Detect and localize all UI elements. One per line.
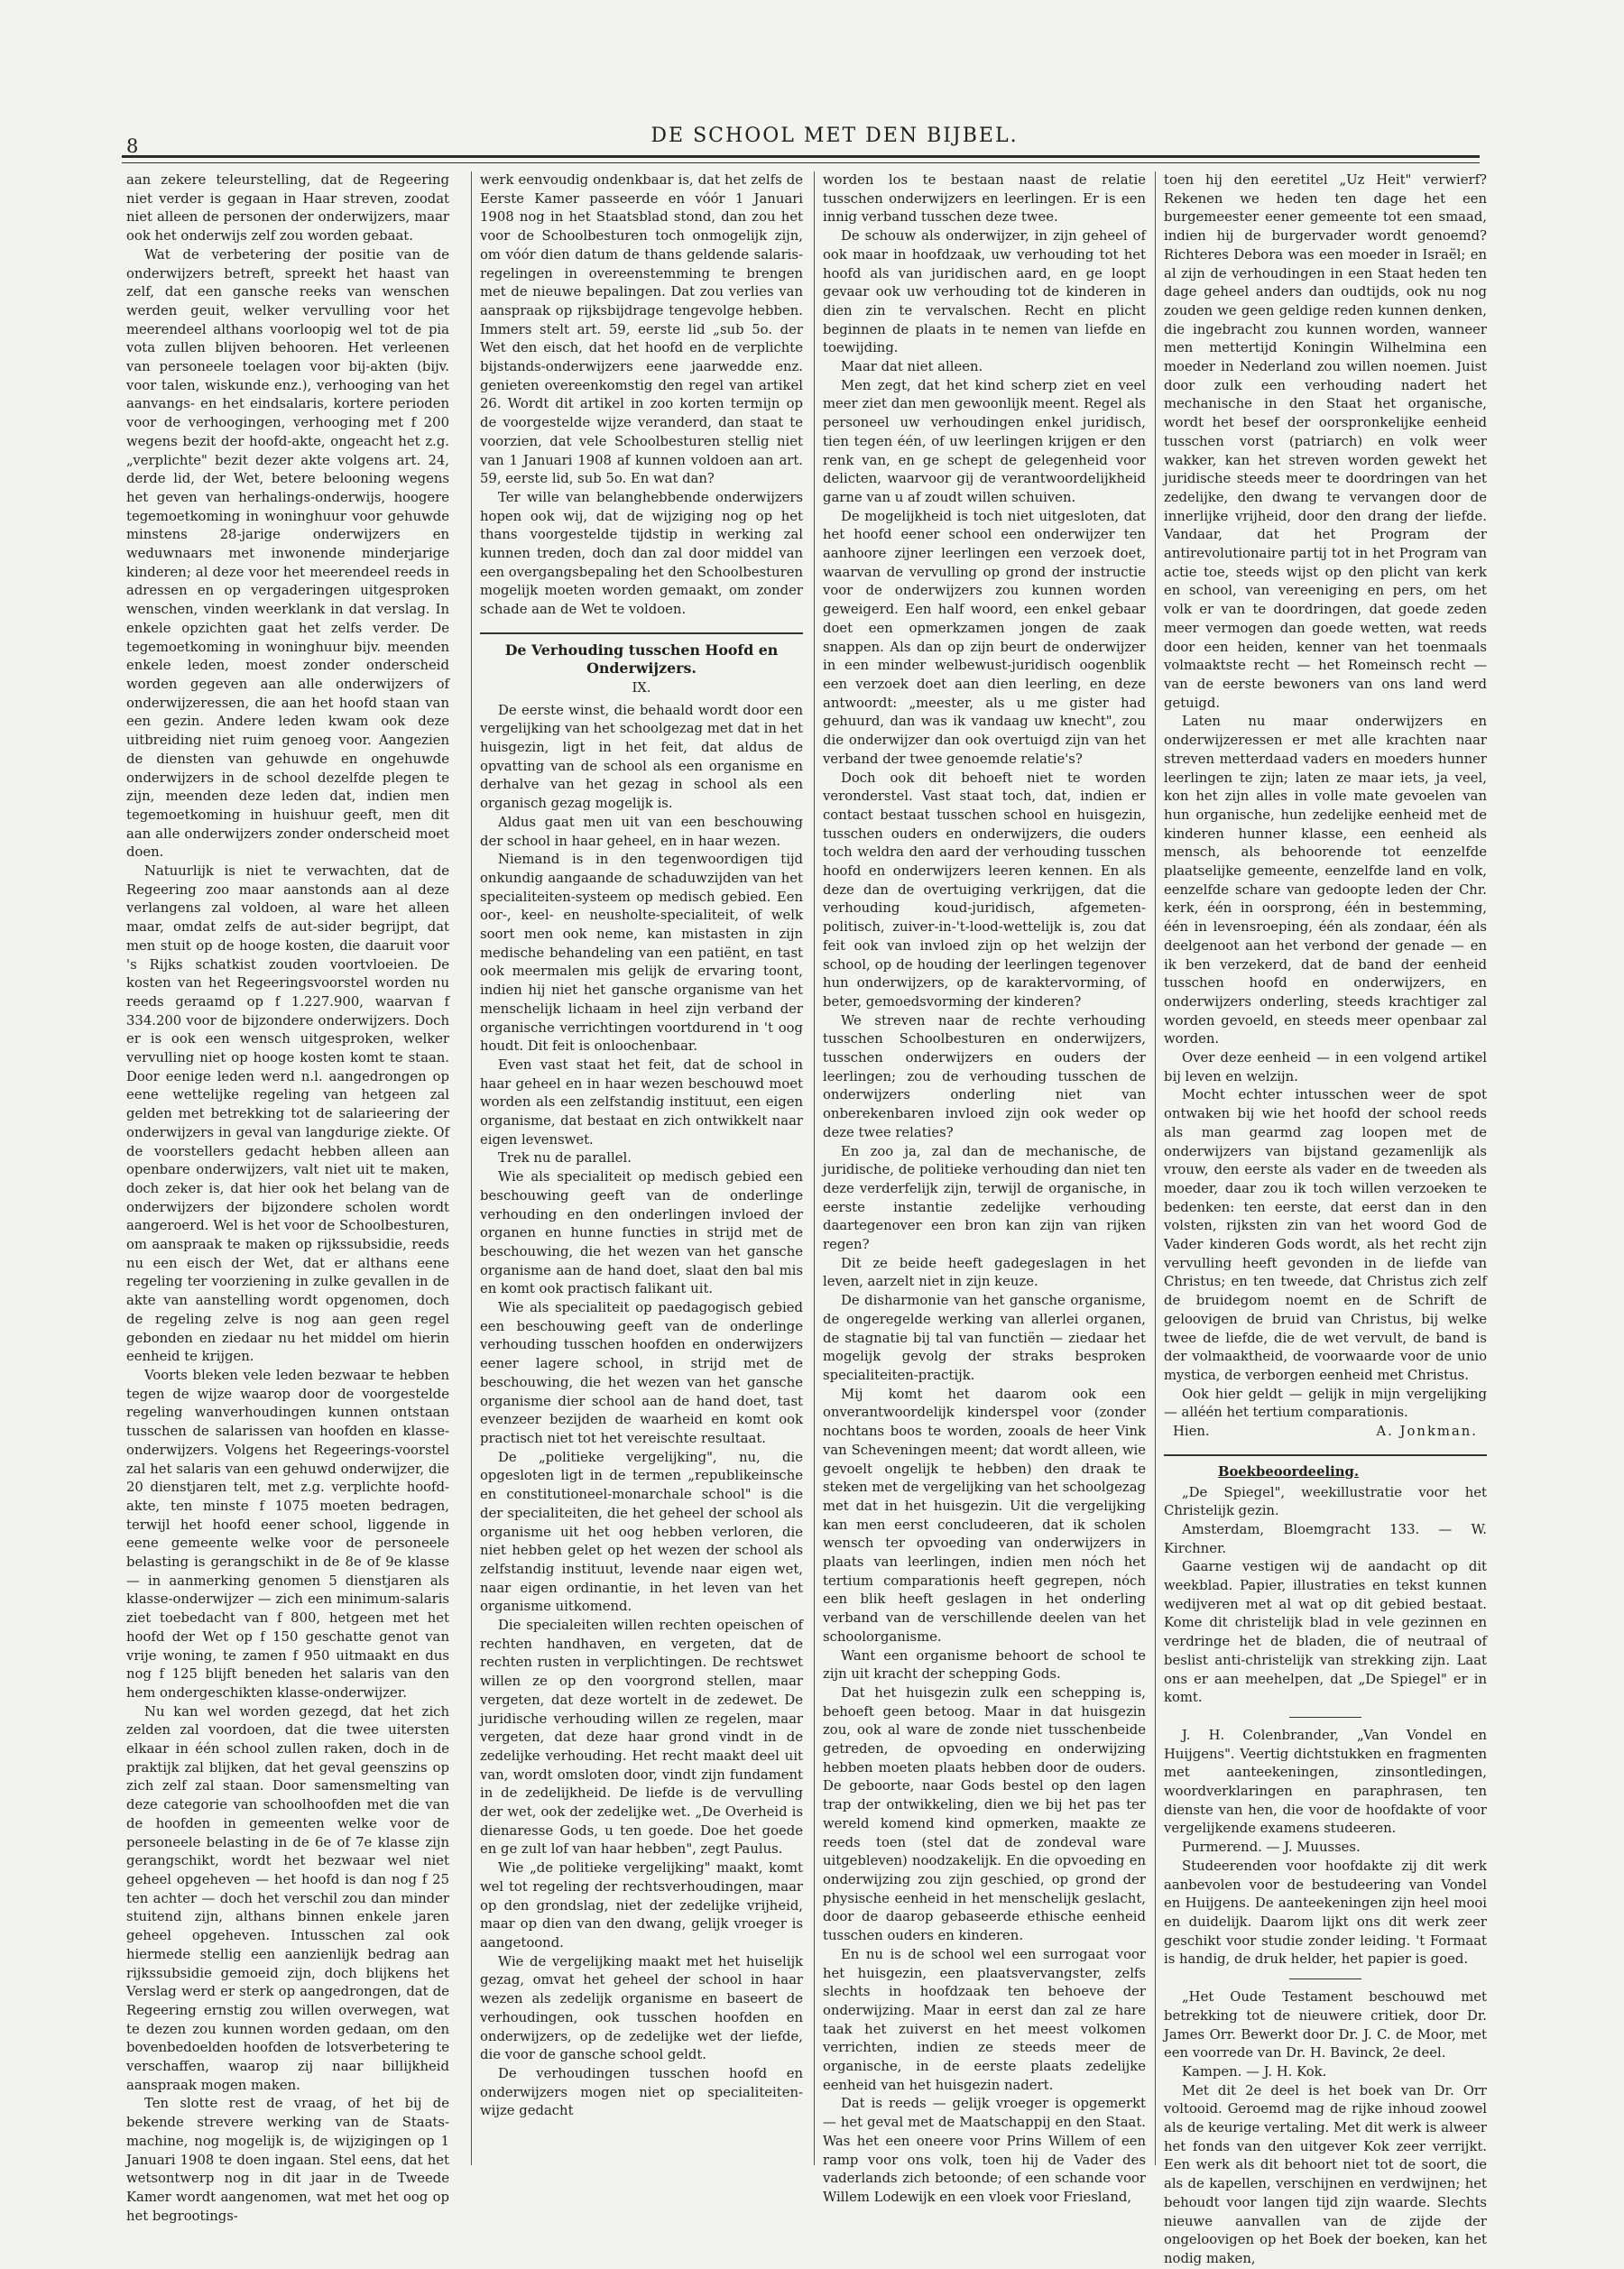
paragraph: Even vast staat het feit, dat de school in haar geheel en in haar wezen beschouwd moet worden als een zelfstandig instituut, een eigen organisme, dat bestaat en zich ontwikkelt naar eigen levenswet. (480, 1056, 803, 1148)
short-divider (1289, 1717, 1361, 1718)
column-2 (480, 171, 803, 2161)
paragraph: Natuurlijk is niet te verwachten, dat de Regeering zoo maar aanstonds aan al deze verlangens zal voldoen, al ware het alleen maar, omdat zelfs de aut-sider begrijpt, dat men stuit op de hooge kosten, die daaruit voor 's Rijks schatkist zouden voortvloeien. De kosten van het Regeeringsvoorstel worden nu reeds geraamd op f 1.227.900, waarvan f 334.200 voor de bijzondere onderwijzers. Doch er is ook een wensch uitgesproken, welker vervulling niet op hooge kosten komt te staan. Door eenige leden werd n.l. aangedrongen op eene wettelijke regeling van hetgeen zal gelden met betrekking tot de salarieering der onderwijzers in geval van langdurige ziekte. Of de voorstellers gedacht hebben alleen aan openbare onderwijzers, valt niet uit te maken, doch zeker is, dat hier ook het belang van de onderwijzers der bijzondere scholen wordt aangeroerd. Wel is het voor de Schoolbesturen, om aanspraak te maken op rijkssubsidie, reeds nu een eisch der Wet, dat er althans eene regeling ter voorziening in zulke gevallen in de akte van aanstelling wordt opgenomen, doch de regeling zelve is nog aan geen regel gebonden en ziedaar nu het middel om hierin eenheid te krijgen. (126, 863, 449, 1365)
paragraph: werk eenvoudig ondenkbaar is, dat het zelfs de Eerste Kamer passeerde en vóór 1 Januari 1908 nog in het Staatsblad stond, dan zou het voor de Schoolbesturen toch onmogelijk zijn, om vóór dien datum de thans geldende salaris-regelingen in overeenstemming te brengen met de nieuwe bepalingen. Dat zou verlies van aanspraak op rijksbijdrage tengevolge hebben. Immers stelt art. 59, eerste lid „sub 5o. der Wet den eisch, dat het hoofd en de verplichte bijstands-onderwijzers eene jaarwedde enz. genieten overeenkomstig den regel van artikel 26. Wordt dit artikel in zoo korten termijn op de voorgestelde wijze veranderd, dan staat te voorzien, dat vele Schoolbesturen stellig niet van 1 Januari 1908 af kunnen voldoen aan art. 59, eerste lid, sub 5o. En wat dan? (480, 172, 803, 487)
paragraph: Ook hier geldt — gelijk in mijn vergelijking — alléén het tertium comparationis. (1164, 1386, 1487, 1421)
review-publisher: Amsterdam, Bloemgracht 133. — W. Kirchner. (1164, 1521, 1487, 1556)
paragraph: Aldus gaat men uit van een beschouwing der school in haar geheel, en in haar wezen. (480, 814, 803, 849)
paragraph: Mocht echter intusschen weer de spot ontwaken bij wie het hoofd der school reeds als man gearmd zag loopen met de onderwijzers van bijstand gezamenlijk als vrouw, den eerste als vader en de tweeden als moeder, daar zou ik toch willen verzoeken te bedenken: ten eerste, dat eerst dan in den volsten, rijksten zin van het woord God de Vader kinderen Gods wordt, als het recht zijn vervulling heeft gevonden in de liefde van Christus; en ten tweede, dat Christus zich zelf de bruidegom noemt en de Schrift de geloovigen de bruid van Christus, bij welke twee de liefde, die de wet vervult, de band is der volmaaktheid, de voorwaarde voor de unio mystica, de verborgen eenheid met Christus. (1164, 1087, 1487, 1383)
paragraph: Die specialeiten willen rechten opeischen of rechten handhaven, en vergeten, dat de rechten rusten in verplichtingen. De rechtswet willen ze op den voorgrond stellen, maar vergeten, dat deze wortelt in de zedewet. De juridische verhouding willen ze regelen, maar vergeten, dat deze haar grond vindt in de zedelijke verhouding. Het recht maakt deel uit van, wordt omsloten door, vindt zijn fundament in de zedelijkheid. De liefde is de vervulling der wet, ook der zedelijke wet. „De Overheid is dienaresse Gods, u ten goede. Doe het goede en ge zult lof van haar hebben", zegt Paulus. (480, 1618, 803, 1858)
article-part-number: IX. (632, 679, 651, 696)
header-rule-thick (122, 155, 1480, 158)
short-divider (1289, 1978, 1361, 1979)
paragraph: Wie de vergelijking maakt met het huiselijk gezag, omvat het geheel der school in haar wezen als zedelijk organisme en baseert de verhoudingen, ook tusschen hoofden en onderwijzers, op de zedelijke wet der liefde, die voor de gansche school geldt. (480, 1953, 803, 2063)
paragraph: Voorts bleken vele leden bezwaar te hebben tegen de wijze waarop door de voorgestelde regeling wanverhoudingen kunnen ontstaan tusschen de salarissen van hoofden en klasse-onderwijzers. Volgens het Regeerings-voorstel zal het salaris van een gehuwd onderwijzer, die 20 dienstjaren telt, met z.g. verplichte hoofd-akte, ten minste f 1075 moeten bedragen, terwijl het hoofd eener school, liggende in eene gemeente welke voor de personeele belasting is gerangschikt in de 8e of 9e klasse — in aanmerking genomen 5 dienstjaren als klasse-onderwijzer — zich een minimum-salaris ziet toebedacht van f 800, hetgeen met het hoofd der Wet op f 150 geschatte genot van vrije woning, te zamen f 950 uitmaakt en dus nog f 125 blijft beneden het salaris van den hem ondergeschikten klasse-onderwijzer. (126, 1368, 449, 1701)
review-text: Gaarne vestigen wij de aandacht op dit weekblad. Papier, illustraties en tekst kunnen wedijveren met al wat op dit gebied bestaat. Kome dit christelijk blad in vele gezinnen en verdringe het de bladen, die of neutraal of beslist anti-christelijk van strekking zijn. Laat ons er aan meehelpen, dat „De Spiegel" er in komt. (1164, 1559, 1487, 1706)
paragraph: De eerste winst, die behaald wordt door een vergelijking van het schoolgezag met dat in het huisgezin, ligt in het feit, dat aldus de opvatting van de school als een organisme en derhalve van het gezag in school als een organisch gezag mogelijk is. (480, 702, 803, 812)
paragraph: De schouw als onderwijzer, in zijn geheel of ook maar in hoofdzaak, uw verhouding tot het hoofd als van juridischen aard, en ge loopt gevaar ook uw verhouding tot de kinderen in dien zin te vervalschen. Recht en plicht beginnen de plaats in te nemen van liefde en toewijding. (823, 228, 1146, 356)
review-publisher: Kampen. — J. H. Kok. (1182, 2063, 1327, 2080)
column-1 (126, 171, 449, 2224)
paragraph: worden los te bestaan naast de relatie tusschen onderwijzers en leerlingen. Er is een innig verband tusschen deze twee. (823, 172, 1146, 226)
paragraph: Mij komt het daarom ook een onverantwoordelijk kinderspel voor (zonder nochtans boos te worden, zooals de heer Vink van Scheveningen meent; dat wordt alleen, wie gevoelt ongelijk te hebben) den draak te steken met de vergelijking van het schoolgezag met dat in het huisgezin. Uit die vergelijking kan men eerst concludeeren, dat ik scholen wensch ter opvoeding van onderwijzers in plaats van leerlingen, indien men nóch het tertium comparationis heeft gegrepen, nóch een blik heeft geslagen in het onderling verband van de verschillende deelen van het schoolorganisme. (823, 1386, 1146, 1645)
column-4 (1164, 171, 1487, 2266)
paragraph: Wat de verbetering der positie van de onderwijzers betreft, spreekt het haast van zelf, dat een gansche reeks van wenschen werden geuit, welker vervulling voor het meerendeel althans voorloopig wel tot de pia vota zullen blijven behooren. Het verleenen van personeele toelagen voor bij-akten (bijv. voor talen, wiskunde enz.), verhooging van het aanvangs- en het eindsalaris, kortere perioden voor de verhoogingen, verhooging met f 200 wegens bezit der hoofd-akte, ongeacht het z.g. „verplichte" bezit dezer akte volgens art. 24, derde lid, der Wet, betere belooning wegens het geven van herhalings-onderwijs, hoogere tegemoetkoming in woninghuur voor gehuwde minstens 28-jarige onderwijzers en weduwnaars met inwonende minderjarige kinderen; al deze voor het meerendeel reeds in adressen en op vergaderingen uitgesproken wenschen, vinden weerklank in dat verslag. In enkele opzichten gaat het zelfs verder. De tegemoetkoming in woninghuur bijv. meenden enkele leden, moest zonder onderscheid worden gegeven aan alle onderwijzers of onderwijzeressen, die aan het hoofd staan van een gezin. Andere leden kwam ook deze uitbreiding niet ruim genoeg voor. Aangezien de diensten van gehuwde en ongehuwde onderwijzers in de school dezelfde plegen te zijn, meenden deze leden dat, indien men tegemoetkoming in huishuur geeft, men dit aan alle onderwijzers zonder onderscheid moet doen. (126, 246, 449, 861)
review-entry: „De Spiegel", weekillustratie voor het Christelijk gezin. (1164, 1484, 1487, 1519)
paragraph: toen hij den eeretitel „Uz Heit" verwierf? Rekenen we heden ten dage het een burgemeester eener gemeente tot een smaad, indien hij de burgervader wordt genoemd? Richteres Debora was een moeder in Israël; en al zijn de verhoudingen in een Staat heden ten dage geheel anders dan oudtijds, ook nu nog zouden we geen geldige reden kunnen denken, die ingebracht zou kunnen worden, wanneer men mettertijd Koningin Wilhelmina een moeder in Nederland zou willen noemen. Juist door zulk een verhouding nadert het mechanische in den Staat het organische, wordt het besef der oorspronkelijke eenheid tusschen vorst (patriarch) en volk weer wakker, kan het streven worden gewekt het juridische steeds meer te doordringen van het zedelijke, den dwang te vervangen door de innerlijke vrijheid, door den drang der liefde. Vandaar, dat het Program der antirevolutionaire partij tot in het Program van actie toe, steeds wijst op den plicht van kerk en school, van vereeniging en pers, om het volk er van te doordringen, dat goede zeden meer vermogen dan goede wetten, wat reeds door een heiden, kenner van het toenmaals volmaaktste recht — het Romeinsch recht — van de eerste bewoners van ons land werd getuigd. (1164, 172, 1487, 711)
signature-place: Hien. (1173, 1424, 1210, 1440)
paragraph: Dit ze beide heeft gadegeslagen in het leven, aarzelt niet in zijn keuze. (823, 1255, 1146, 1290)
column-3 (823, 171, 1146, 2205)
paragraph: aan zekere teleurstelling, dat de Regeering niet verder is gegaan in Haar streven, zoodat niet alleen de personen der onderwijzers, maar ook het onderwijs zelf zou worden gebaat. (126, 172, 449, 244)
column-divider (471, 171, 472, 2165)
review-entry: „Het Oude Testament beschouwd met betrekking tot de nieuwere critiek, door Dr. James Orr. Bewerkt door Dr. J. C. de Moor, met een voorrede van Dr. H. Bavinck, 2e deel. (1164, 1989, 1487, 2061)
paragraph: We streven naar de rechte verhouding tusschen Schoolbesturen en onderwijzers, tusschen onderwijzers en ouders der leerlingen; zou de verhouding tusschen de onderwijzers onderling niet van onberekenbaren invloed zijn ook weder op deze twee relaties? (823, 1012, 1146, 1140)
paragraph: Wie als specialiteit op paedagogisch gebied een beschouwing geeft van de onderlinge verhouding tusschen hoofden en onderwijzers eener lagere school, in strijd met de beschouwing, die het wezen van het gansche organisme dier school aan de hand doet, tast evenzeer bezijden de waarheid en komt ook practisch niet tot het vereischte resultaat. (480, 1300, 803, 1446)
review-publisher: Purmerend. — J. Muusses. (1182, 1840, 1361, 1856)
review-text: Studeerenden voor hoofdakte zij dit werk aanbevolen voor de bestudeering van Vondel en Huijgens. De aanteekeningen zijn heel mooi en duidelijk. Daarom lijkt ons dit werk zeer geschikt voor studie zonder leiding. 't Formaat is handig, de druk helder, het papier is goed. (1164, 1858, 1487, 1968)
column-divider (1155, 171, 1156, 2165)
section-divider (1164, 1454, 1487, 1456)
review-entry: J. H. Colenbrander, „Van Vondel en Huijgens". Veertig dichtstukken en fragmenten met aanteekeningen, zinsontledingen, woordverklaringen en paraphrasen, ten dienste van hen, die voor de hoofdakte of voor vergelijkende examens studeeren. (1164, 1727, 1487, 1837)
paragraph: Maar dat niet alleen. (841, 359, 983, 375)
paragraph: Nu kan wel worden gezegd, dat het zich zelden zal voordoen, dat die twee uitersten elkaar in één school zullen raken, doch in de praktijk zal blijken, dat het geval geenszins op zich zelf zal staan. Door samensmelting van deze categorie van schoolhoofden met die van de hoofden in gemeenten welke voor de personeele belasting in de 6e of 7e klasse zijn gerangschikt, wordt het bezwaar wel niet geheel opgeheven — het hoofd is dan nog f 25 ten achter — doch het verschil zou dan minder stuitend zijn, althans binnen enkele jaren geheel opgeheven. Intusschen zal ook hiermede stellig een aanzienlijk bedrag aan rijkssubsidie gemoeid zijn, doch blijkens het Verslag werd er sterk op aangedrongen, dat de Regeering ernstig zou willen overwegen, wat te dezen zou kunnen worden gedaan, om den bovenbedoelden hoofden de lotsverbetering te verschaffen, waarop zij naar billijkheid aanspraak mogen maken. (126, 1703, 449, 2093)
paragraph: Dat is reeds — gelijk vroeger is opgemerkt — het geval met de Maatschappij en den Staat. Was het een oneere voor Prins Willem of een ramp voor ons volk, toen hij de Vader des vaderlands zich betoonde; of een schande voor Willem Lodewijk en een vloek voor Friesland, (823, 2096, 1146, 2205)
section-divider (480, 632, 803, 634)
review-heading: Boekbeoordeeling. (1218, 1463, 1360, 1480)
paragraph: Ter wille van belanghebbende onderwijzers hopen ook wij, dat de wijziging nog op het thans voorgestelde tijdstip in werking zal kunnen treden, doch dan zal door middel van een overgangsbepaling het den Schoolbesturen mogelijk moeten worden gemaakt, om zonder schade aan de Wet te voldoen. (480, 489, 803, 618)
page-number: 8 (126, 135, 139, 157)
paragraph: De mogelijkheid is toch niet uitgesloten, dat het hoofd eener school een onderwijzer ten aanhoore zijner leerlingen een verzoek doet, waarvan de vervulling op grond der instructie voor de onderwijzers zou kunnen worden geweigerd. Een half woord, een enkel gebaar doet een opmerkzamen jongen de zaak snappen. Als dan op zijn beurt de onderwijzer in een minder welbewust-juridisch oogenblik een verzoek doet aan dien leerling, en deze antwoordt: „meester, als u me gister had gehuurd, dan was ik vandaag uw knecht", zou die onderwijzer dan ook overtuigd zijn van het verband der twee genoemde relatie's? (823, 508, 1146, 767)
paragraph: En nu is de school wel een surrogaat voor het huisgezin, een plaatsvervangster, zelfs slechts in hoofdzaak ten behoeve der onderwijzing. Maar in eerst dan zal ze hare taak het zuiverst en het meest volkomen verrichten, indien ze steeds meer de organische, in de eerste plaats zedelijke eenheid van het huisgezin nadert. (823, 1946, 1146, 2093)
paragraph: De disharmonie van het gansche organisme, de ongeregelde werking van allerlei organen, de stagnatie bij tal van functiën — ziedaar het mogelijk gevolg der straks besproken specialiteiten-practijk. (823, 1293, 1146, 1383)
paragraph: Wie „de politieke vergelijking" maakt, komt wel tot regeling der rechtsverhoudingen, maar op den grondslag, niet der zedelijke vrijheid, maar op dien van den dwang, gelijk vroeger is aangetoond. (480, 1860, 803, 1951)
running-title: DE SCHOOL MET DEN BIJBEL. (651, 125, 1019, 147)
paragraph: Niemand is in den tegenwoordigen tijd onkundig aangaande de schaduwzijden van het specialiteiten-systeem op medisch gebied. Een oor-, keel- en neusholte-specialiteit, of welk soort men ook neme, kan mistasten in zijn medische behandeling van een patiënt, en tast ook meermalen mis gelijk de ervaring toont, indien hij niet het gansche organisme van het menschelijk lichaam in heel zijn verband der organische verrichtingen voortdurend in 't oog houdt. Dit feit is onloochenbaar. (480, 852, 803, 1055)
column-divider (814, 171, 815, 2165)
paragraph: De verhoudingen tusschen hoofd en onderwijzers mogen niet op specialiteiten-wijze gedacht (480, 2065, 803, 2119)
paragraph: Dat het huisgezin zulk een schepping is, behoeft geen betoog. Maar in dat huisgezin zou, ook al ware de zonde niet tusschenbeide getreden, de opvoeding en onderwijzing hebben moeten plaats hebben door de ouders. De geboorte, naar Gods bestel op den lagen trap der ontwikkeling, dien we bij het pas ter wereld komend kind opmerken, maakte ze reeds toen (stel dat de zondeval ware uitgebleven) noodzakelijk. En die opvoeding en onderwijzing zou zijn geschied, op grond der physische eenheid in het menschelijk geslacht, door de daarop gebaseerde ethische eenheid tusschen ouders en kinderen. (823, 1684, 1146, 1944)
page-header (122, 115, 1480, 157)
signature-author: A. Jonkman. (1376, 1424, 1478, 1440)
paragraph: Wie als specialiteit op medisch gebied een beschouwing geeft van de onderlinge verhouding en den onderlingen invloed der organen en hunne functies in strijd met de beschouwing, die het wezen van het gansche organisme aan de hand doet, slaat den bal mis en komt ook practisch falikant uit. (480, 1169, 803, 1297)
paragraph: Laten nu maar onderwijzers en onderwijzeressen er met alle krachten naar streven metterdaad vaders en moeders hunner leerlingen te zijn; laten ze maar iets, ja veel, kon het zijn alles in volle mate gevoelen van hun organische, hun zedelijke eenheid met de kinderen hunner klasse, een eenheid als mensch, als behoorende tot eenzelfde plaatselijke gemeente, eenzelfde land en volk, eenzelfde schare van gedoopte leden der Chr. kerk, één in oorsprong, één in bestemming, één in levensroeping, één als zondaar, één als deelgenoot aan het verbond der genade — en ik ben verzekerd, dat de band der eenheid tusschen hoofd en onderwijzers, en onderwijzers onderling, steeds krachtiger zal worden gevoeld, en steeds meer openbaar zal worden. (1164, 714, 1487, 1047)
paragraph: Doch ook dit behoeft niet te worden veronderstel. Vast staat toch, dat, indien er contact bestaat tusschen school en huisgezin, tusschen ouders en onderwijzers, die ouders toch weldra den aard der verhouding tusschen hoofd en onderwijzers leeren kennen. En als deze dan de overtuiging verkrijgen, dat die verhouding koud-juridisch, afgemeten-politisch, zuiver-in-'t-lood-wettelijk is, zou dat feit ook van invloed zijn op het welzijn der school, op de houding der leerlingen tegenover hun onderwijzers, op de karaktervorming, of beter, gemoedsvorming der kinderen? (823, 770, 1146, 1010)
paragraph: Ten slotte rest de vraag, of het bij de bekende strevere werking van de Staats-machine, nog mogelijk is, de wijzigingen op 1 Januari 1908 te doen ingaan. Stel eens, dat het wetsontwerp nog in dit jaar in de Tweede Kamer wordt aangenomen, wat met het oog op het begrootings- (126, 2096, 449, 2224)
article-heading: De Verhouding tusschen Hoofd en Onderwijzers. (504, 641, 779, 677)
review-text: Met dit 2e deel is het boek van Dr. Orr voltooid. Geroemd mag de rijke inhoud zoowel als de keurige vertaling. Met dit werk is alweer het fonds van den uitgever Kok zeer verrijkt. Een werk als dit behoort niet tot de soort, die als de kapellen, verschijnen en verdwijnen; het behoudt voor langen tijd zijn waarde. Slechts nieuwe aanvallen van de zijde der ongeloovigen op het Boek der boeken, kan het nodig maken, (1164, 2082, 1487, 2266)
article-signature (1164, 1423, 1487, 1442)
paragraph: Over deze eenheid — in een volgend artikel bij leven en welzijn. (1164, 1050, 1487, 1084)
header-rule-thin (122, 162, 1480, 163)
paragraph: De „politieke vergelijking", nu, die opgesloten ligt in de termen „republikeinsche en constitutioneel-monarchale school" is die der specialiteiten, die het geheel der school als organisme uit het oog hebben verloren, die niet hebben gelet op het wezen der school als zelfstandig instituut, levende naar eigen wet, naar eigen ordinantie, in het leven van het organisme uitkomend. (480, 1449, 803, 1615)
paragraph: Want een organisme behoort de school te zijn uit kracht der schepping Gods. (823, 1647, 1146, 1683)
paragraph: Trek nu de parallel. (498, 1150, 632, 1167)
paragraph: En zoo ja, zal dan de mechanische, de juridische, de politieke verhouding dan niet ten deze verderfelijk zijn, terwijl de organische, in eerste instantie zedelijke verhouding daartegenover een bron kan zijn van rijken regen? (823, 1143, 1146, 1253)
paragraph: Men zegt, dat het kind scherp ziet en veel meer ziet dan men gewoonlijk meent. Regel als personeel uw verhoudingen enkel juridisch, tien tegen één, of uw leerlingen krijgen er den renk van, en ge schept de gelegenheid voor delicten, waarvoor gij de verantwoordelijkheid garne van u af zoudt willen schuiven. (823, 377, 1146, 505)
